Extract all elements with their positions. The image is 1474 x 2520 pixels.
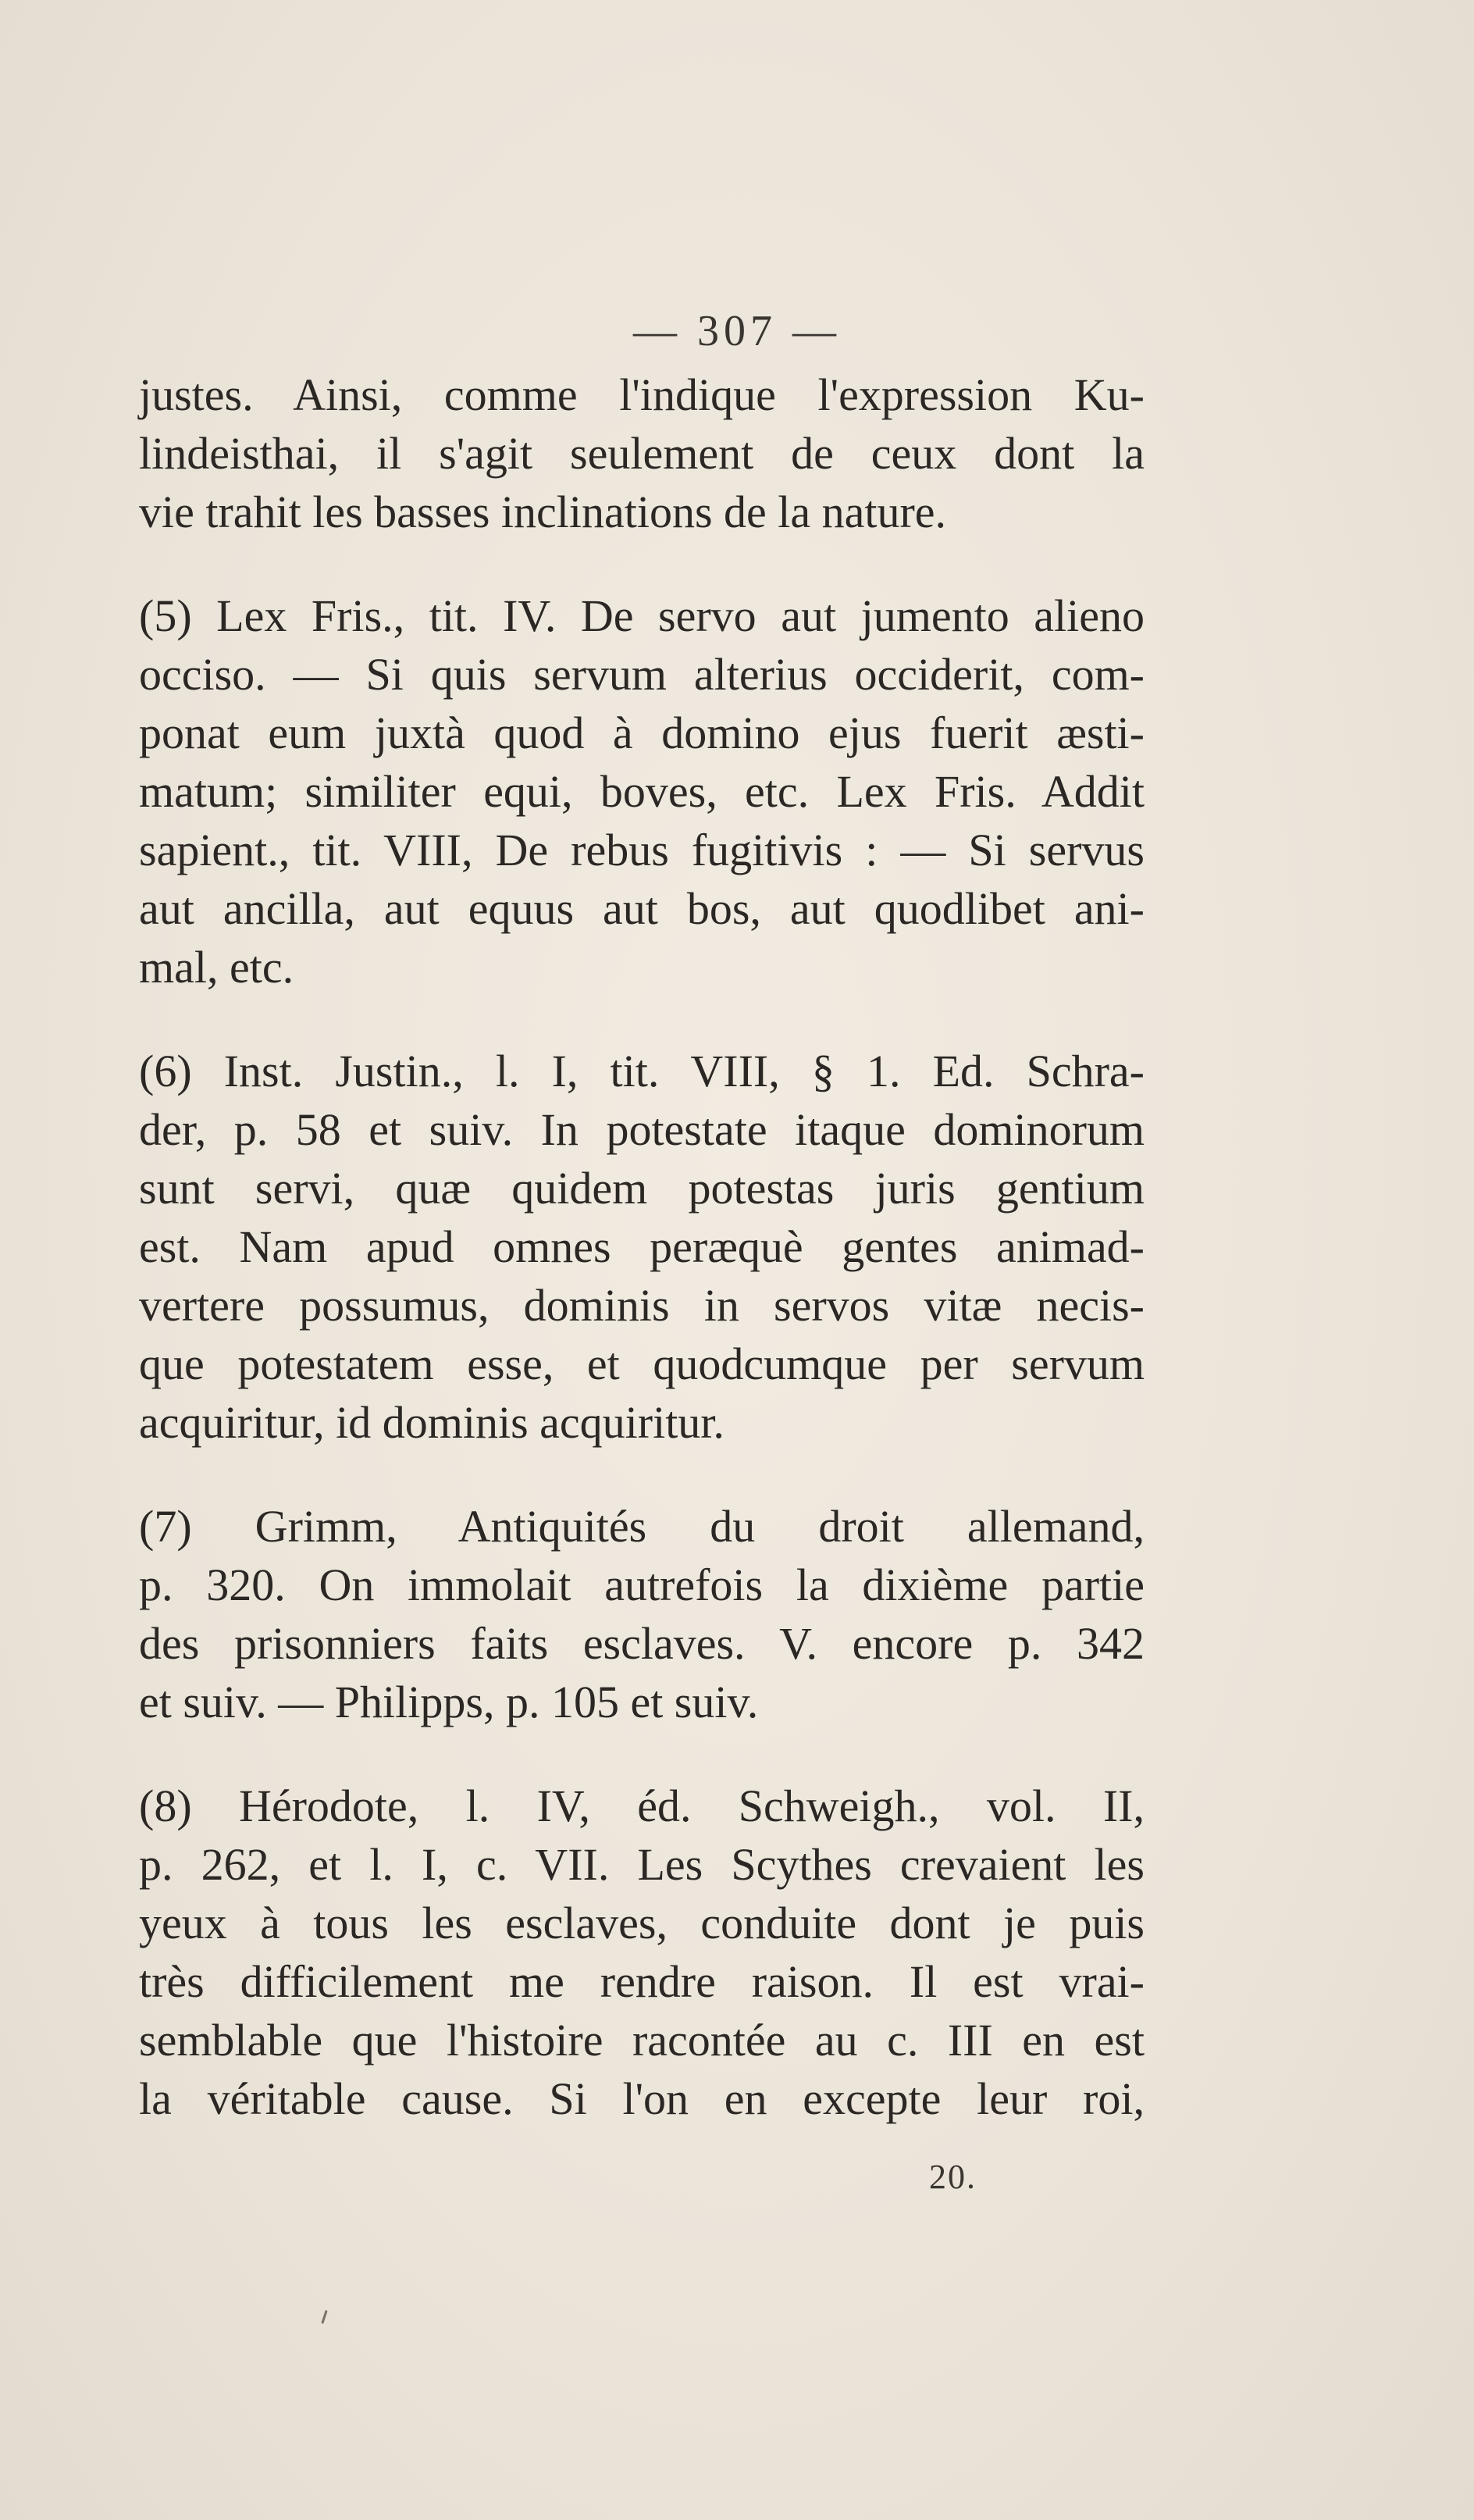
text-line: est. Nam apud omnes peræquè gentes animad-	[139, 1221, 1145, 1272]
text-line: vie trahit les basses inclinations de la nature.	[139, 487, 947, 537]
paragraph-continuation	[139, 365, 1145, 541]
text-line: vertere possumus, dominis in servos vitæ necis-	[139, 1280, 1145, 1331]
text-line: (7) Grimm, Antiquités du droit allemand,	[139, 1501, 1145, 1552]
text-line: (6) Inst. Justin., l. I, tit. VIII, § 1. Ed. Schra-	[139, 1046, 1145, 1096]
text-line: p. 320. On immolait autrefois la dixième partie	[139, 1559, 1145, 1610]
text-block	[139, 365, 1145, 2128]
text-line: sapient., tit. VIII, De rebus fugitivis : — Si servus	[139, 825, 1145, 875]
text-line: aut ancilla, aut equus aut bos, aut quodlibet ani-	[139, 883, 1145, 934]
text-line: matum; similiter equi, boves, etc. Lex Fris. Addit	[139, 766, 1145, 817]
text-line: occiso. — Si quis servum alterius occiderit, com-	[139, 649, 1145, 700]
text-line: semblable que l'histoire racontée au c. III en est	[139, 2015, 1145, 2066]
text-line: acquiritur, id dominis acquiritur.	[139, 1397, 725, 1448]
ink-speck	[321, 2310, 327, 2324]
text-line: des prisonniers faits esclaves. V. encore p. 342	[139, 1618, 1145, 1669]
text-line: mal, etc.	[139, 942, 294, 993]
running-head-page-number: — 307 —	[633, 307, 841, 355]
text-line: yeux à tous les esclaves, conduite dont je puis	[139, 1898, 1145, 1948]
text-line: (5) Lex Fris., tit. IV. De servo aut jumento alieno	[139, 590, 1145, 641]
text-line: justes. Ainsi, comme l'indique l'expression Ku-	[139, 369, 1145, 420]
text-line: sunt servi, quæ quidem potestas juris gentium	[139, 1163, 1145, 1214]
signature-mark: 20.	[929, 2158, 977, 2196]
text-line: der, p. 58 et suiv. In potestate itaque dominorum	[139, 1104, 1145, 1155]
footnote-5	[139, 586, 1145, 996]
text-line: très difficilement me rendre raison. Il est vrai-	[139, 1956, 1145, 2007]
footnote-6	[139, 1042, 1145, 1452]
text-line: la véritable cause. Si l'on en excepte leur roi,	[139, 2073, 1145, 2124]
text-line: lindeisthai, il s'agit seulement de ceux dont la	[139, 428, 1145, 479]
footnote-8	[139, 1777, 1145, 2128]
text-line: p. 262, et l. I, c. VII. Les Scythes crevaient les	[139, 1839, 1145, 1890]
text-line: (8) Hérodote, l. IV, éd. Schweigh., vol. II,	[139, 1780, 1145, 1831]
footnote-7	[139, 1497, 1145, 1731]
text-line: et suiv. — Philipps, p. 105 et suiv.	[139, 1677, 759, 1727]
text-line: que potestatem esse, et quodcumque per servum	[139, 1338, 1145, 1389]
text-line: ponat eum juxtà quod à domino ejus fuerit æsti-	[139, 708, 1145, 758]
